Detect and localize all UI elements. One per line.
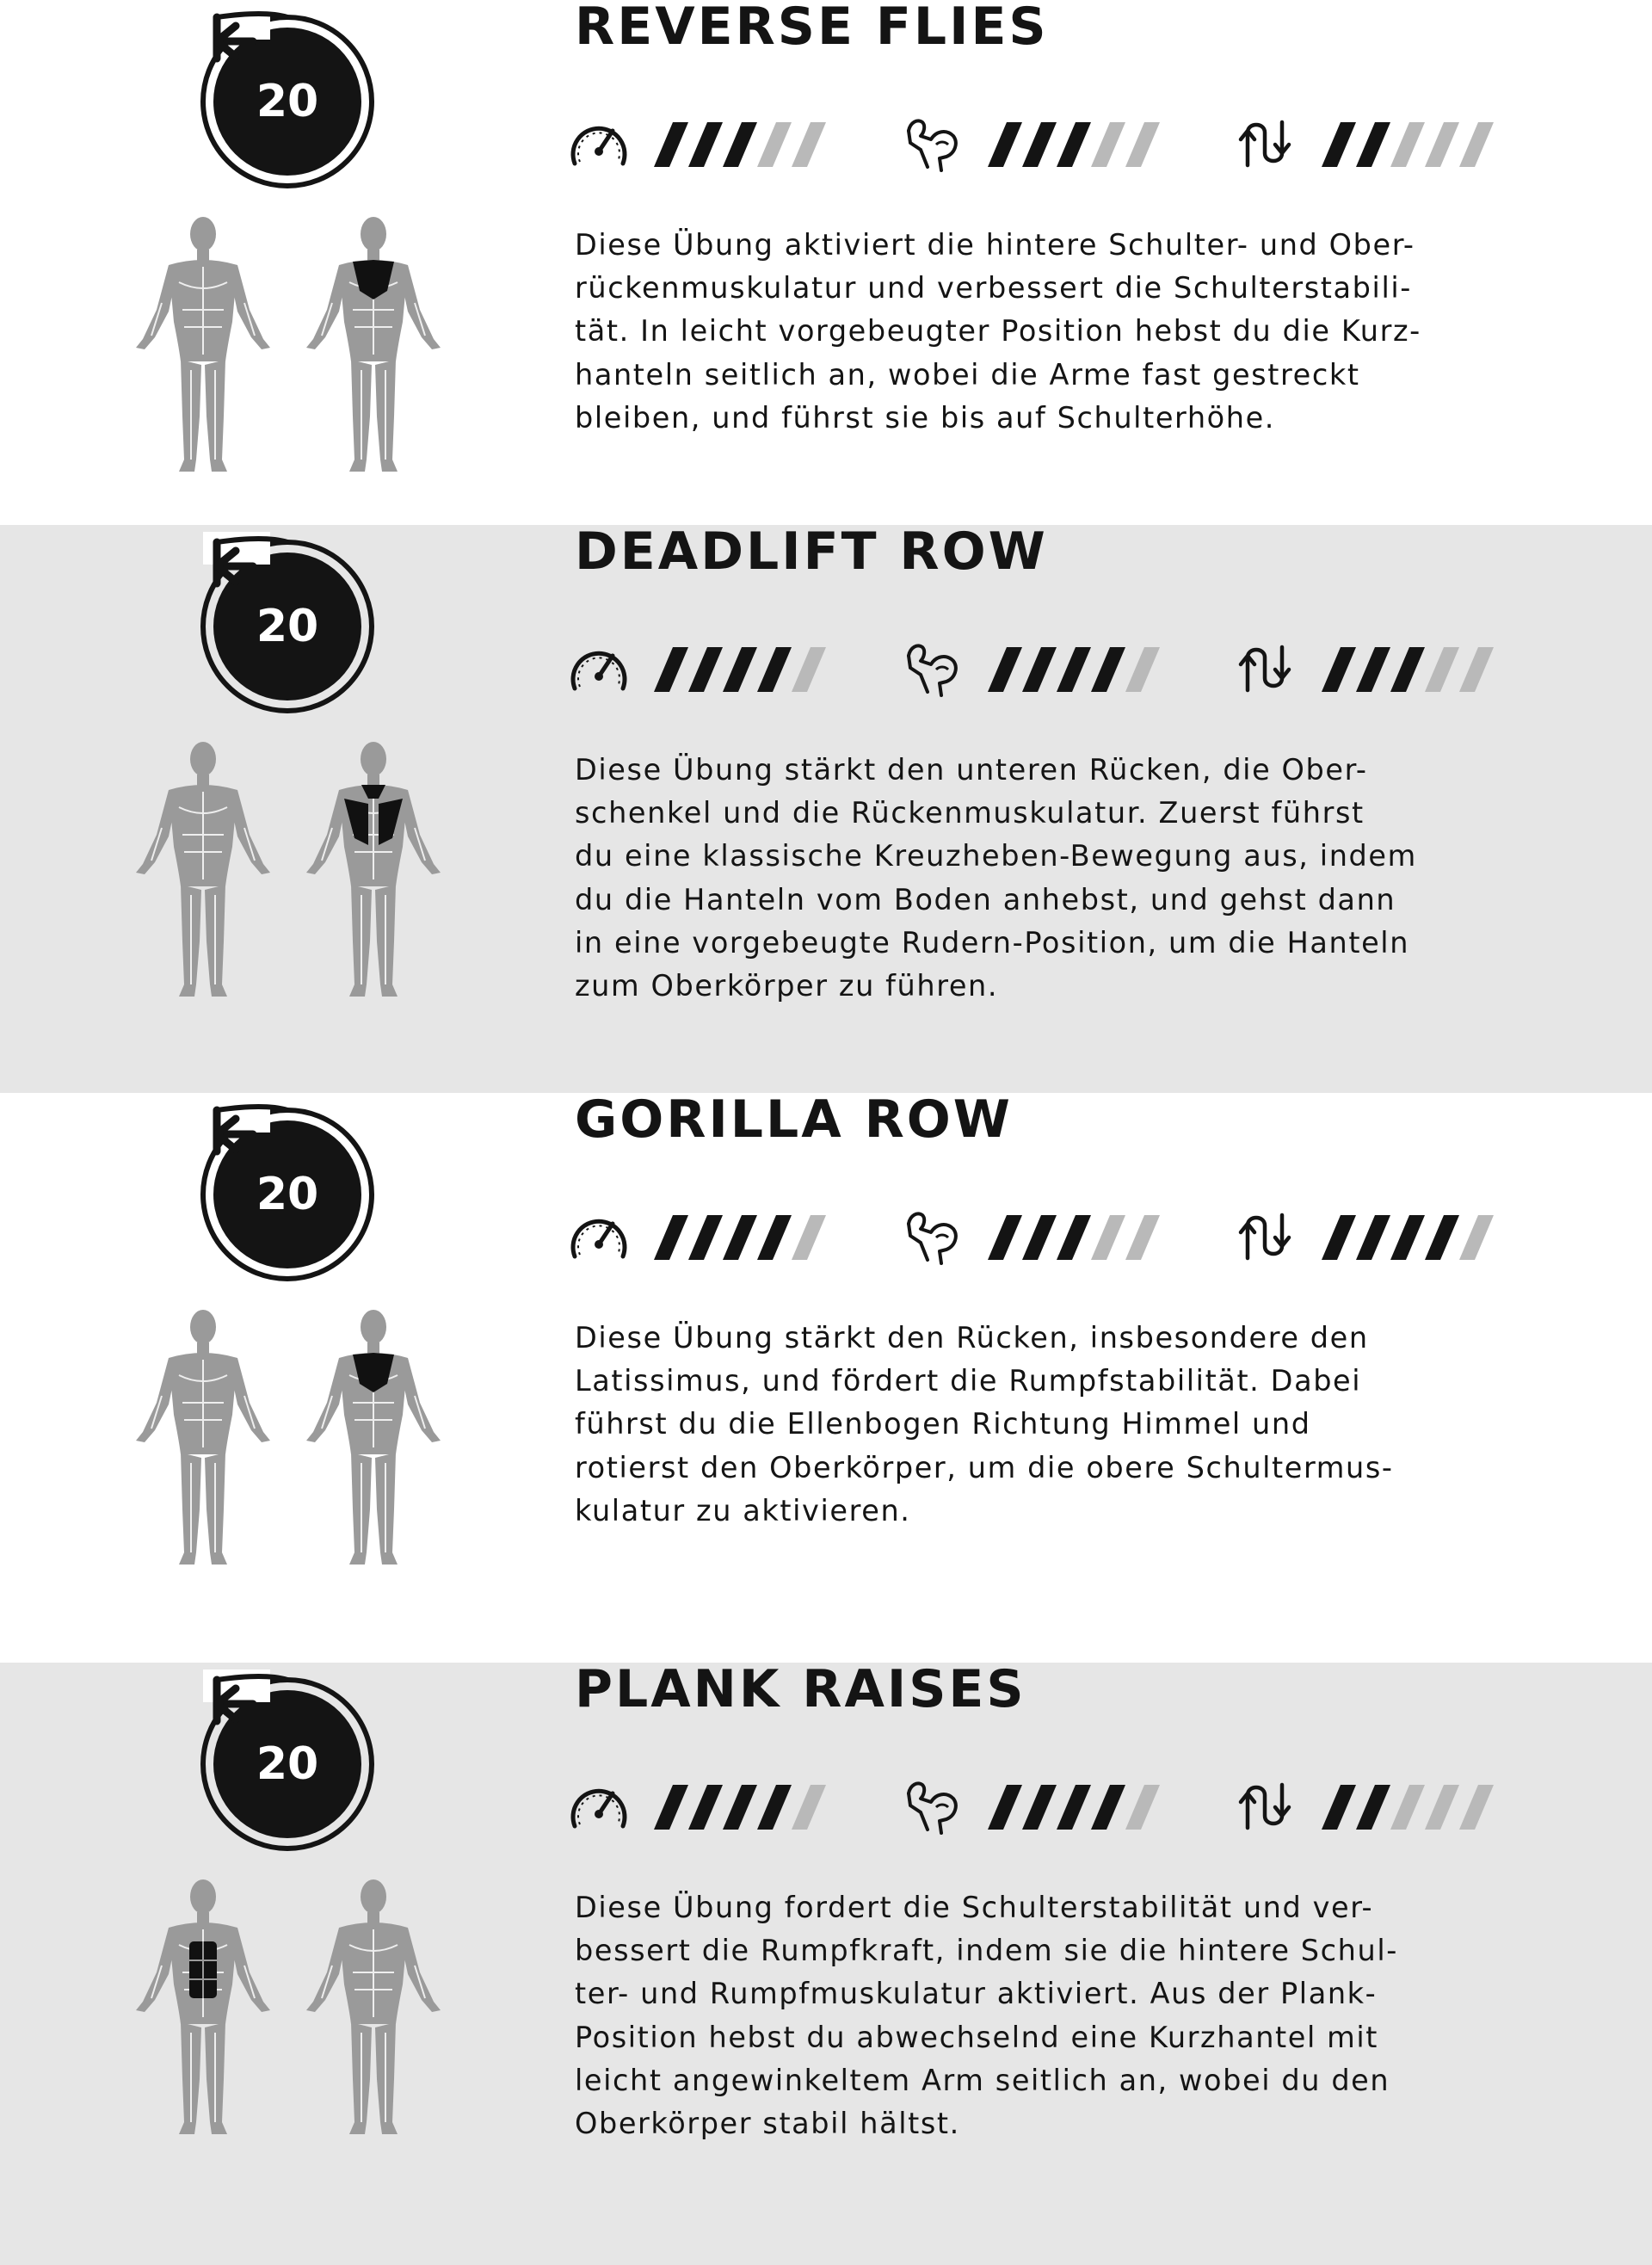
rating-segment-empty bbox=[792, 647, 826, 692]
rating-segment-filled bbox=[1390, 1215, 1425, 1260]
rating-segment-filled bbox=[1356, 1785, 1390, 1830]
rating-segment-filled bbox=[1057, 647, 1091, 692]
rating-segment-empty bbox=[1125, 647, 1160, 692]
exercise-description: Diese Übung aktiviert die hintere Schulter- und Ober- rückenmuskulatur und verbessert die Schulterstabili- tät. In leicht vorgebeugter Position hebst du die Kurz- hanteln seitlich an, wobei die Arme fast gestreckt bleiben, und führst sie bis auf Schulterhöhe. bbox=[575, 228, 1421, 435]
range-bars bbox=[1322, 1783, 1502, 1831]
timer-icon bbox=[191, 1100, 380, 1282]
exercise-section-1 bbox=[0, 0, 1652, 525]
rating-segment-filled bbox=[1091, 647, 1125, 692]
rating-segment-filled bbox=[1022, 122, 1057, 167]
rating-segment-filled bbox=[1057, 122, 1091, 167]
rating-segment-filled bbox=[688, 647, 723, 692]
strength-bars bbox=[988, 1213, 1168, 1262]
rating-segment-filled bbox=[723, 1215, 757, 1260]
flexed-arm-icon bbox=[902, 114, 964, 172]
rating-segment-filled bbox=[988, 1785, 1022, 1830]
speedometer-icon bbox=[568, 1207, 630, 1265]
rating-segment-empty bbox=[757, 122, 792, 167]
timer-value: 20 bbox=[256, 601, 319, 652]
rating-segment-empty bbox=[1425, 122, 1459, 167]
rating-segment-filled bbox=[1022, 1215, 1057, 1260]
intensity-bars bbox=[654, 645, 835, 694]
rating-segment-empty bbox=[1459, 647, 1494, 692]
rating-row bbox=[568, 1771, 1514, 1840]
rating-segment-empty bbox=[1390, 122, 1425, 167]
rating-segment-empty bbox=[792, 1785, 826, 1830]
rating-segment-filled bbox=[757, 647, 792, 692]
rating-segment-empty bbox=[1459, 1215, 1494, 1260]
strength-bars bbox=[988, 645, 1168, 694]
rating-segment-empty bbox=[1425, 647, 1459, 692]
timer-value: 20 bbox=[256, 1169, 319, 1220]
exercise-description: Diese Übung fordert die Schulterstabilität und ver- bessert die Rumpfkraft, indem sie die hintere Schul- ter- und Rumpfmuskulatur aktiviert. Aus der Plank- Position hebst du abwechselnd eine Kurzhantel mit leicht angewinkeltem Arm seitlich an, wobei du den Oberkörper stabil hältst. bbox=[575, 1891, 1398, 2141]
timer-icon bbox=[191, 7, 380, 189]
timer-value: 20 bbox=[256, 1738, 319, 1790]
rating-segment-filled bbox=[1057, 1785, 1091, 1830]
rating-segment-filled bbox=[654, 1785, 688, 1830]
back-body-figure bbox=[306, 1310, 441, 1565]
rating-row bbox=[568, 633, 1514, 702]
rating-row bbox=[568, 1201, 1514, 1270]
speedometer-icon bbox=[568, 1776, 630, 1835]
flexed-arm-icon bbox=[902, 639, 964, 697]
rating-segment-empty bbox=[1125, 122, 1160, 167]
exercise-title: PLANK RAISES bbox=[575, 1659, 1026, 1719]
up-down-arrows-icon bbox=[1236, 114, 1298, 172]
flexed-arm-icon bbox=[902, 1207, 964, 1265]
rating-segment-filled bbox=[988, 1215, 1022, 1260]
back-body-figure bbox=[306, 742, 441, 997]
muscle-map bbox=[120, 217, 456, 475]
rating-segment-filled bbox=[1390, 647, 1425, 692]
strength-bars bbox=[988, 120, 1168, 169]
exercise-section-2 bbox=[0, 522, 1652, 1093]
rating-segment-empty bbox=[1459, 1785, 1494, 1830]
rating-segment-filled bbox=[654, 1215, 688, 1260]
up-down-arrows-icon bbox=[1236, 639, 1298, 697]
rating-segment-empty bbox=[1125, 1785, 1160, 1830]
rating-segment-filled bbox=[1022, 1785, 1057, 1830]
front-body-figure bbox=[136, 1879, 270, 2134]
speedometer-icon bbox=[568, 639, 630, 697]
range-bars bbox=[1322, 120, 1502, 169]
rating-segment-filled bbox=[757, 1785, 792, 1830]
rating-segment-empty bbox=[1459, 122, 1494, 167]
rating-segment-filled bbox=[1091, 1785, 1125, 1830]
intensity-bars bbox=[654, 1213, 835, 1262]
exercise-description: Diese Übung stärkt den Rücken, insbesondere den Latissimus, und fördert die Rumpfstabilität. Dabei führst du die Ellenbogen Richtung Himmel und rotierst den Oberkörper, um die obere Schultermus- kulatur zu aktivieren. bbox=[575, 1321, 1394, 1527]
muscle-map bbox=[120, 1879, 456, 2138]
muscle-map bbox=[120, 1310, 456, 1568]
back-body-figure bbox=[306, 1879, 441, 2134]
rating-segment-filled bbox=[1425, 1215, 1459, 1260]
timer-icon bbox=[191, 532, 380, 714]
rating-segment-filled bbox=[757, 1215, 792, 1260]
rating-segment-filled bbox=[654, 647, 688, 692]
rating-segment-filled bbox=[1022, 647, 1057, 692]
rating-segment-empty bbox=[792, 1215, 826, 1260]
rating-segment-filled bbox=[654, 122, 688, 167]
rating-segment-filled bbox=[688, 122, 723, 167]
back-body-figure bbox=[306, 217, 441, 472]
timer-icon bbox=[191, 1669, 380, 1852]
rating-segment-filled bbox=[1356, 647, 1390, 692]
rating-segment-filled bbox=[988, 647, 1022, 692]
rating-segment-filled bbox=[688, 1215, 723, 1260]
rating-segment-empty bbox=[1125, 1215, 1160, 1260]
rating-segment-empty bbox=[1091, 122, 1125, 167]
exercise-description: Diese Übung stärkt den unteren Rücken, die Ober- schenkel und die Rückenmuskulatur. Zuerst führst du eine klassische Kreuzheben-Bewegung aus, indem du die Hanteln vom Boden anhebst, und gehst dann in eine vorgebeugte Rudern-Position, um die Hanteln zum Oberkörper zu führen. bbox=[575, 753, 1417, 1003]
rating-segment-filled bbox=[688, 1785, 723, 1830]
exercise-title: DEADLIFT ROW bbox=[575, 522, 1048, 582]
rating-segment-filled bbox=[1322, 1785, 1356, 1830]
rating-segment-filled bbox=[723, 1785, 757, 1830]
front-body-figure bbox=[136, 742, 270, 997]
flexed-arm-icon bbox=[902, 1776, 964, 1835]
front-body-figure bbox=[136, 217, 270, 472]
rating-segment-filled bbox=[723, 122, 757, 167]
range-bars bbox=[1322, 645, 1502, 694]
rating-segment-filled bbox=[1356, 122, 1390, 167]
exercise-title: REVERSE FLIES bbox=[575, 0, 1049, 57]
intensity-bars bbox=[654, 120, 835, 169]
front-body-figure bbox=[136, 1310, 270, 1565]
rating-segment-empty bbox=[792, 122, 826, 167]
strength-bars bbox=[988, 1783, 1168, 1831]
rating-segment-empty bbox=[1390, 1785, 1425, 1830]
muscle-map bbox=[120, 742, 456, 1000]
intensity-bars bbox=[654, 1783, 835, 1831]
exercise-title: GORILLA ROW bbox=[575, 1089, 1013, 1150]
rating-segment-filled bbox=[1322, 122, 1356, 167]
rating-segment-filled bbox=[988, 122, 1022, 167]
exercise-section-3 bbox=[0, 1089, 1652, 1663]
rating-segment-filled bbox=[1356, 1215, 1390, 1260]
rating-segment-empty bbox=[1425, 1785, 1459, 1830]
rating-segment-filled bbox=[1322, 1215, 1356, 1260]
speedometer-icon bbox=[568, 114, 630, 172]
range-bars bbox=[1322, 1213, 1502, 1262]
timer-value: 20 bbox=[256, 76, 319, 127]
rating-segment-filled bbox=[723, 647, 757, 692]
up-down-arrows-icon bbox=[1236, 1207, 1298, 1265]
rating-segment-filled bbox=[1322, 647, 1356, 692]
exercise-section-4 bbox=[0, 1659, 1652, 2265]
rating-segment-filled bbox=[1057, 1215, 1091, 1260]
up-down-arrows-icon bbox=[1236, 1776, 1298, 1835]
rating-segment-empty bbox=[1091, 1215, 1125, 1260]
rating-row bbox=[568, 108, 1514, 177]
